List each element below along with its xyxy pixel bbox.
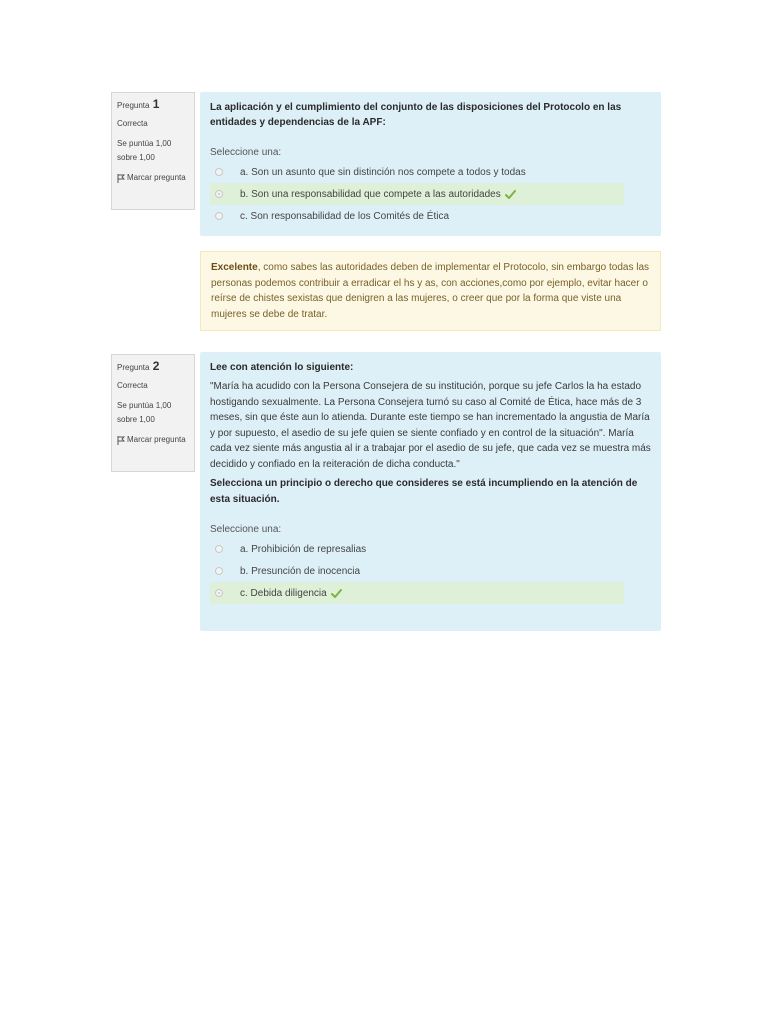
radio-button[interactable] — [215, 168, 223, 176]
question-passage: "María ha acudido con la Persona Consejera de su institución, porque su jefe Carlos la ha estado hostigando sexualmente. La Persona Consejera turnó su caso al Comité de Ética, hace más de 3 meses, sin que éste aun lo atienda. Durante este tiempo se han incrementado la angustia de María y por supuesto, el asedio de su jefe quien se siente confiado y en control de la situación". María cada vez siente más angustia al ir a trabajar por el asedio de su jefe, que cada vez se muestra más decidido y confiado en la reiteración de dicha conducta." — [210, 381, 651, 470]
answer-option-label: b. Son una responsabilidad que compete a las autoridades — [240, 188, 501, 200]
feedback-box — [200, 251, 661, 331]
question-label: Pregunta — [117, 363, 150, 372]
question-state: Correcta — [117, 381, 148, 390]
checkmark-icon — [331, 589, 342, 598]
answer-option-label: c. Son responsabilidad de los Comités de Ética — [240, 210, 450, 222]
answer-options — [210, 161, 651, 227]
flag-icon — [117, 436, 125, 445]
question-grade: Se puntúa 1,00 sobre 1,00 — [117, 401, 172, 424]
flag-icon — [117, 174, 125, 183]
radio-button[interactable] — [215, 212, 223, 220]
radio-button-selected[interactable] — [215, 589, 223, 597]
question-text: La aplicación y el cumplimiento del conjunto de las disposiciones del Protocolo en las entidades y dependencias de la APF: — [210, 102, 622, 128]
select-prompt: Seleccione una: — [210, 524, 282, 535]
feedback-text: , como sabes las autoridades deben de implementar el Protocolo, sin embargo todas las personas podemos contribuir a erradicar el hs y as, con acciones,como por ejemplo, evitar hacer o reírse de chistes sexistas que denigren a las mujeres, o creer que por la forma que viste una mujeres se debe de tratar. — [211, 262, 650, 320]
question-label: Pregunta — [117, 101, 150, 110]
select-prompt: Seleccione una: — [210, 147, 282, 158]
radio-button[interactable] — [215, 545, 223, 553]
answer-options — [210, 538, 651, 604]
checkmark-icon — [505, 190, 516, 199]
question-number — [117, 359, 189, 375]
radio-button-selected[interactable] — [215, 190, 223, 198]
question-number-value: 2 — [152, 359, 160, 373]
answer-option-label: a. Prohibición de represalias — [240, 543, 367, 555]
question-grade: Se puntúa 1,00 sobre 1,00 — [117, 139, 172, 162]
answer-option[interactable] — [210, 205, 624, 227]
answer-option[interactable] — [210, 161, 624, 183]
question-state: Correcta — [117, 119, 148, 128]
question-number — [117, 97, 189, 113]
answer-option-label: c. Debida diligencia — [240, 587, 327, 599]
feedback-lead: Excelente — [211, 262, 258, 273]
answer-option-selected[interactable] — [210, 183, 624, 205]
radio-button[interactable] — [215, 567, 223, 575]
question-2-info — [111, 354, 195, 472]
flag-question-link[interactable] — [117, 433, 189, 447]
flag-question-label: Marcar pregunta — [127, 173, 186, 182]
answer-option-label: a. Son un asunto que sin distinción nos compete a todos y todas — [240, 166, 526, 178]
answer-option-selected[interactable] — [210, 582, 624, 604]
question-1-content — [200, 92, 661, 236]
flag-question-link[interactable] — [117, 171, 189, 185]
question-ask: Selecciona un principio o derecho que consideres se está incumpliendo en la atención de esta situación. — [210, 478, 638, 505]
question-1-info — [111, 92, 195, 210]
flag-question-label: Marcar pregunta — [127, 435, 186, 444]
answer-option[interactable] — [210, 538, 624, 560]
answer-option-label: b. Presunción de inocencia — [240, 565, 361, 577]
question-text: Lee con atención lo siguiente: — [210, 362, 354, 373]
answer-option[interactable] — [210, 560, 624, 582]
question-number-value: 1 — [152, 97, 160, 111]
question-2-content — [200, 352, 661, 631]
